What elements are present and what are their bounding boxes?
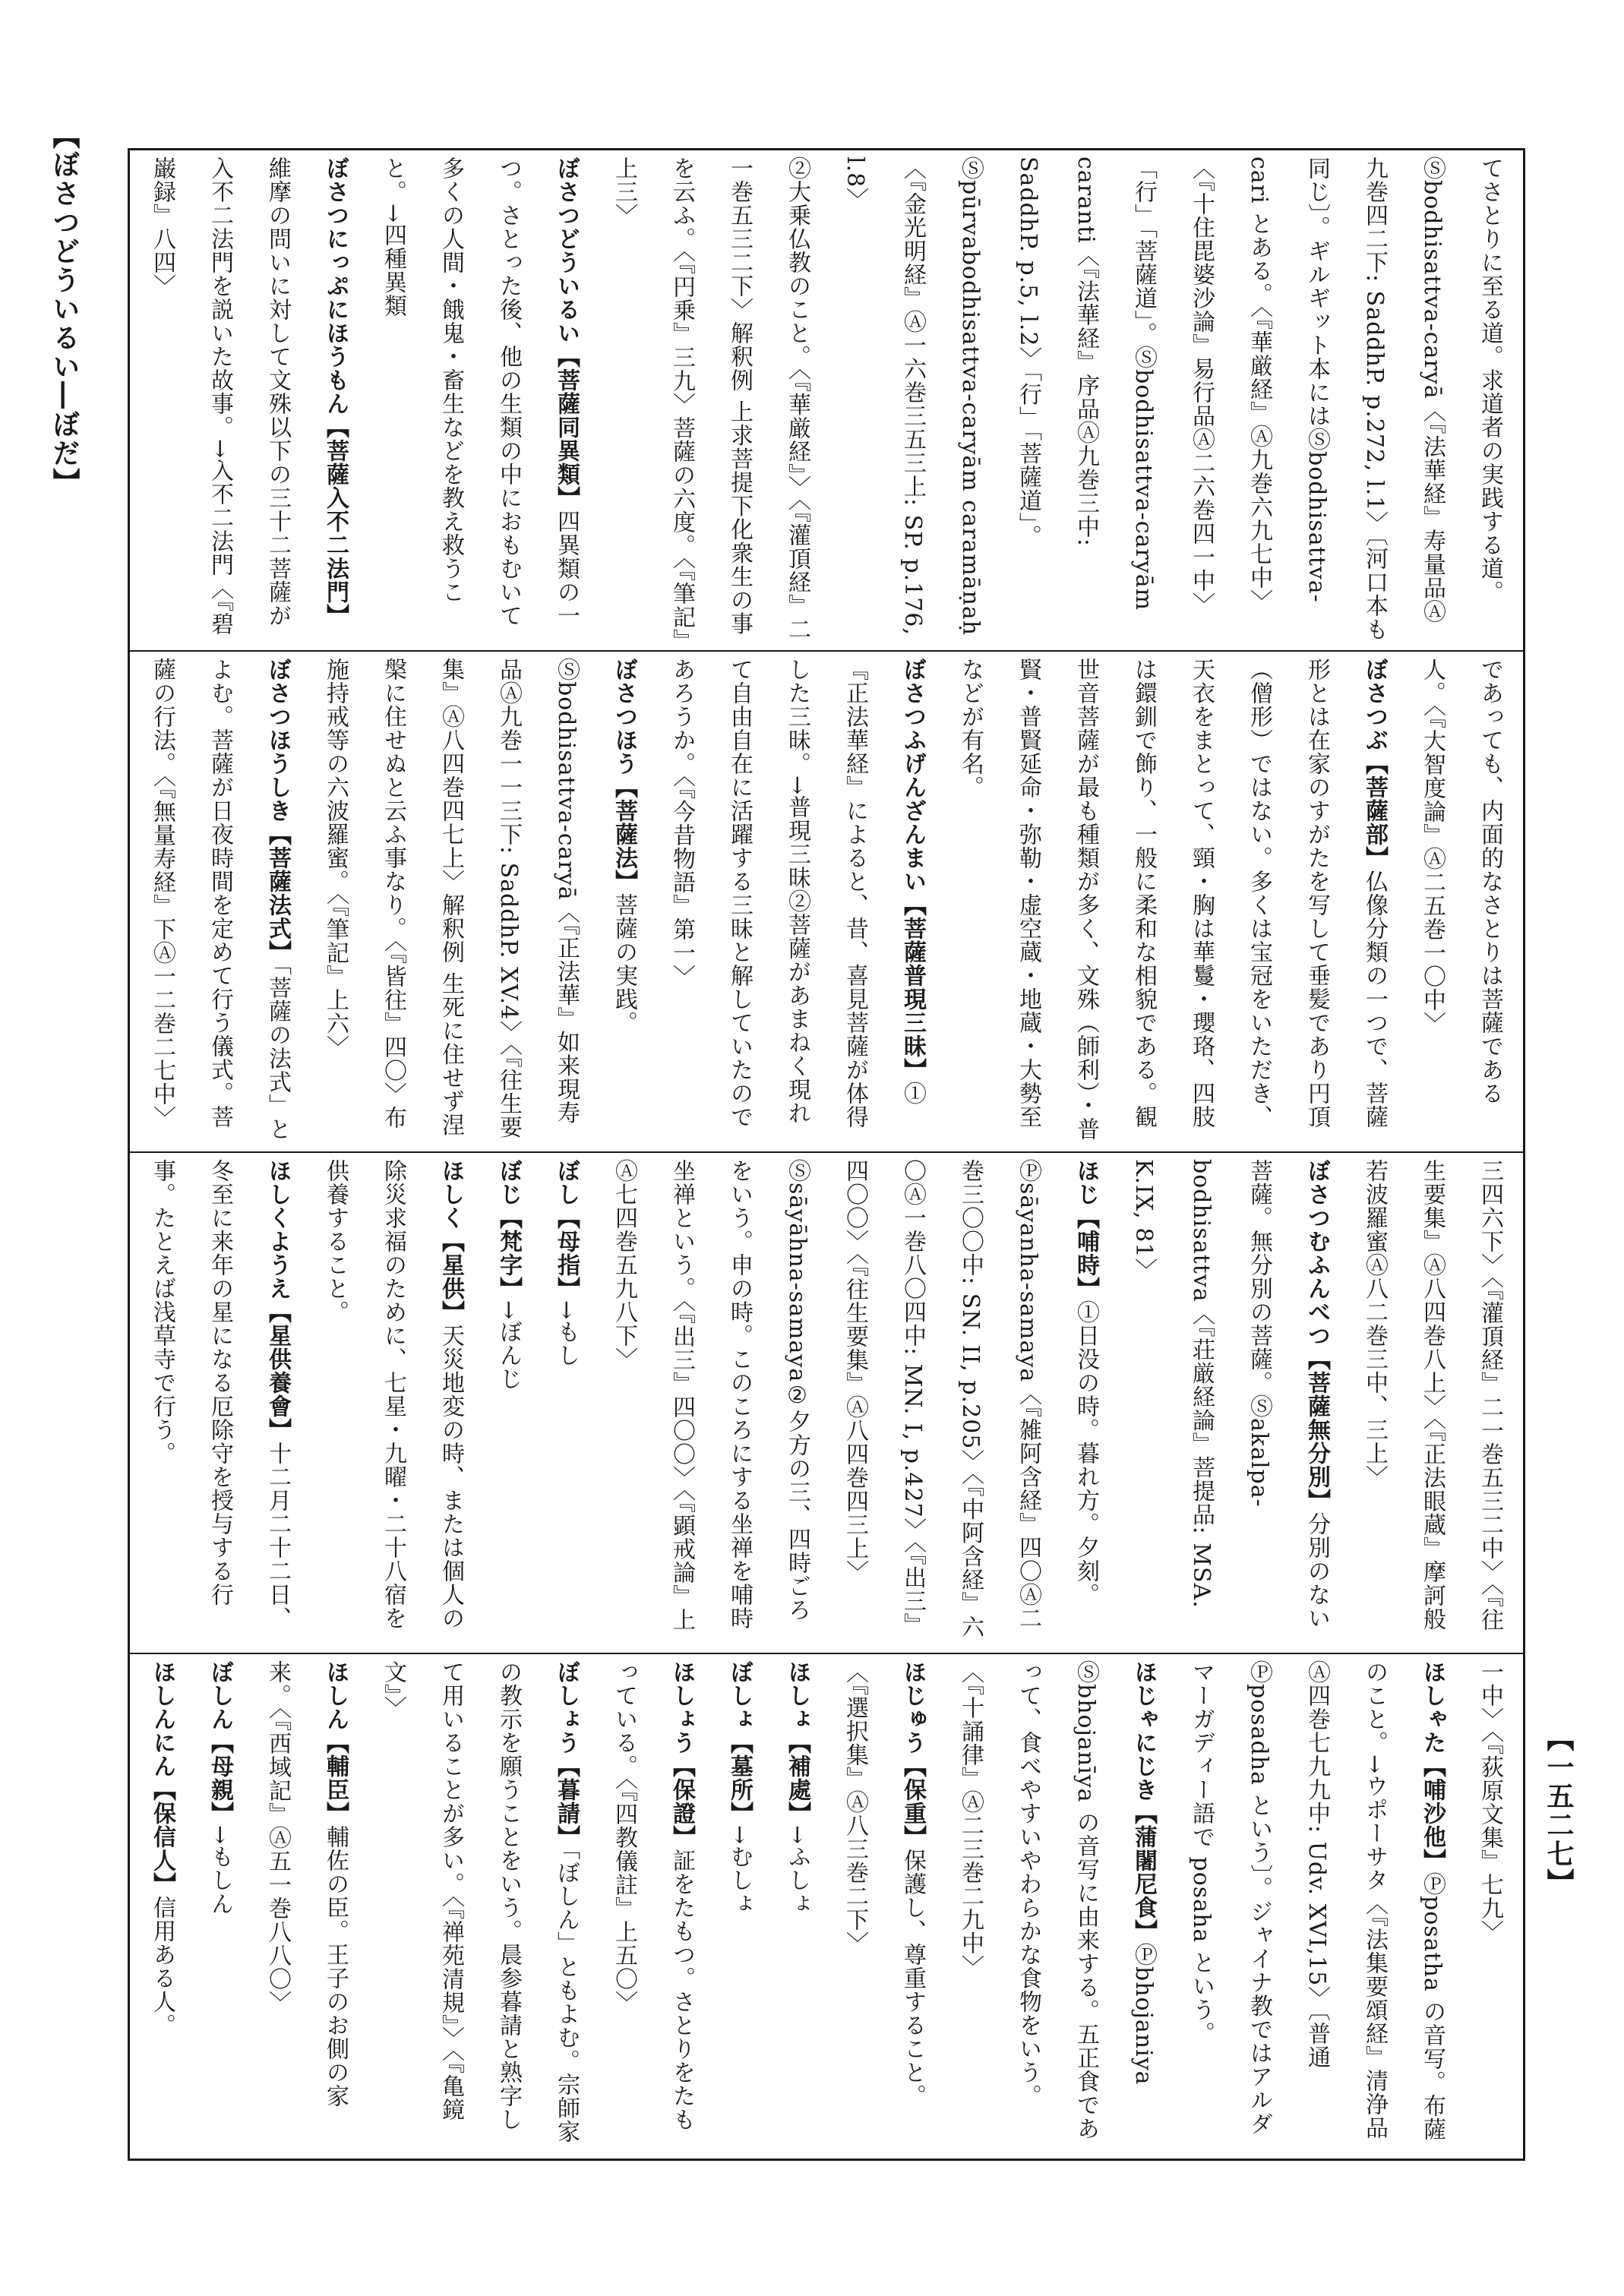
dictionary-entry xyxy=(1172,1660,1461,2152)
entry-definition: 証をたもつ。さとりをたもっている。〈『四教儀註』上五〇〉 xyxy=(611,1660,695,2131)
dictionary-entry xyxy=(537,1159,595,1645)
entry-definition: 維摩の問いに対して文殊以下の三十二菩薩が入不二法門を説いた故事。→入不二法門〈『碧巌録』八四〉 xyxy=(149,156,291,636)
entry-definition: →もし xyxy=(553,1300,580,1368)
entry-headword: ほじゅう【保重】 xyxy=(899,1660,926,1849)
dictionary-entry xyxy=(134,658,306,1144)
entry-definition: 菩薩の実践。Ⓢbodhisattva-caryā〈『正法華』如来現寿品Ⓐ九巻一一三下: SaddhP. XV.4〉〈『往生要集』Ⓐ八四巻四七上〉解釈例 生死に住せず涅槃に住せぬと云ふ事なり。〈『皆往』四〇〉布施持戒等の六波羅蜜。〈『筆記』上六〉 xyxy=(322,658,637,1139)
dictionary-entry xyxy=(248,1660,364,2152)
entry-headword: ほしく【星供】 xyxy=(438,1159,464,1324)
dictionary-page-frame xyxy=(128,148,1525,2161)
entry-headword: ぼし【母指】 xyxy=(553,1159,580,1300)
entry-headword: ぼさつにっぷにほうもん【菩薩入不二法門】 xyxy=(322,156,349,627)
entry-definition: 保護し、尊重すること。〈『選択集』Ⓐ八三巻二下〉 xyxy=(842,1660,926,2108)
entry-headword: ほしくようえ【星供養會】 xyxy=(264,1159,291,1442)
dictionary-entry xyxy=(191,1660,248,2152)
dictionary-entry xyxy=(134,1159,306,1645)
entry-band-2 xyxy=(134,658,1518,1144)
entry-definition: 十二月二十二日、冬至に来年の星になる厄除守を授与する行事。たとえば浅草寺で行う。 xyxy=(149,1159,291,1630)
entry-headword: ぼさつむふんべつ【菩薩無分別】 xyxy=(1303,1159,1330,1512)
dictionary-entry xyxy=(1461,1660,1518,2152)
entry-headword: ほしょう【保證】 xyxy=(668,1660,695,1849)
dictionary-entry xyxy=(652,658,941,1144)
entry-definition: ①『正法華経』によると、昔、喜見菩薩が体得した三昧。→普現三昧②菩薩があまねく現れて自由自在に活躍する三昧と解していたのであろうか。〈『今昔物語』第一〉 xyxy=(668,658,926,1129)
entry-definition: ①日没の時。暮れ方。夕刻。Ⓟsāyanha-samaya〈『雑阿含経』四〇Ⓐ二巻三〇〇中: SN. II, p.205〉〈『中阿含経』六〇Ⓐ一巻八〇四中: MN. I, p.427〉〈『出三』四〇〇〉〈『往生要集』Ⓐ八四巻四三上〉Ⓢsāyāhna-samaya②夕方の三、四時ごろをいう。申の時。このころにする坐禅を哺時坐禅という。〈『出三』四〇〇〉〈『顕戒論』上Ⓐ七四巻五九八下〉 xyxy=(611,1159,1099,1639)
dictionary-entry xyxy=(1114,1159,1345,1645)
dictionary-entry xyxy=(306,658,652,1144)
entry-definition: →ぼんじ xyxy=(495,1300,522,1391)
page-number: 【一五二七】 xyxy=(1543,1724,1575,1897)
dictionary-entry xyxy=(710,1660,768,2152)
dictionary-entry xyxy=(595,1159,1114,1645)
band-divider xyxy=(130,650,1523,652)
entry-headword: ぼさつぶ【菩薩部】 xyxy=(1361,658,1388,870)
entry-headword: ほしょ【補處】 xyxy=(784,1660,810,1825)
dictionary-entry xyxy=(941,1660,1172,2152)
dictionary-entry xyxy=(1345,1159,1518,1645)
entry-headword: ぼさつふげんざんまい【菩薩普現三昧】 xyxy=(899,658,926,1082)
entry-band-4 xyxy=(134,1660,1518,2152)
entry-band-3 xyxy=(134,1159,1518,1645)
dictionary-entry xyxy=(826,1660,941,2152)
entry-definition: 仏像分類の一つで、菩薩形とは在家のすがたを写して垂髪であり円頂（僧形）ではない。多くは宝冠をいただき、天衣をまとって、頸・胸は華鬘・瓔珞、四肢は鐶釧で飾り、一般に柔和な相貌である。観世音菩薩が最も種類が多く、文殊（師利）・普賢・普賢延命・弥勒・虚空蔵・地蔵・大勢至などが有名。 xyxy=(957,658,1388,1141)
entry-definition: 天災地変の時、または個人の除災求福のために、七星・九曜・二十八宿を供養すること。 xyxy=(322,1159,464,1630)
entry-definition: Ⓟposatha の音写。布薩のこと。→ウポーサタ〈『法集要頌経』清浄品Ⓐ四巻七九九中: Udv. XVI,15〉〔普通Ⓟposadha という〕。ジャイナ教ではアルダマーガディー語で posaha という。 xyxy=(1188,1660,1445,2142)
entry-headword: ほしんにん【保信人】 xyxy=(149,1660,175,1896)
entry-definition: →ふしょ xyxy=(784,1825,810,1916)
entry-headword: ぼさつほう【菩薩法】 xyxy=(611,658,637,893)
entry-headword: ぼじ【梵字】 xyxy=(495,1159,522,1300)
entry-definition: 一中〉〈『荻原文集』七九〉 xyxy=(1477,1660,1503,1944)
entry-headword: ぼしょ【墓所】 xyxy=(726,1660,753,1825)
entry-headword: ぼしょう【暮請】 xyxy=(553,1660,580,1849)
entry-definition: ②大乗仏教のこと。〈『華厳経』〉〈『灌頂経』二一巻五三二下〉解釈例 上求菩提下化衆生の事を云ふ。〈『円乗』三九〉菩薩の六度。〈『筆記』上三〉 xyxy=(611,156,810,641)
entry-definition: 輔佐の臣。王子のお側の家来。〈『西域記』Ⓐ五一巻八八〇〉 xyxy=(264,1660,349,2108)
dictionary-entry xyxy=(1403,658,1518,1144)
dictionary-entry xyxy=(826,156,1518,643)
dictionary-entry xyxy=(306,1159,479,1645)
dictionary-entry xyxy=(595,1660,710,2152)
entry-headword: ほじ【哺時】 xyxy=(1073,1159,1099,1300)
dictionary-entry xyxy=(134,156,364,643)
band-divider xyxy=(130,1653,1523,1654)
entry-definition: →もしん xyxy=(207,1825,233,1916)
dictionary-entry xyxy=(595,156,826,643)
entry-definition: であっても、内面的なさとりは菩薩である人。〈『大智度論』Ⓐ二五巻一〇中〉 xyxy=(1419,658,1503,1105)
band-divider xyxy=(130,1151,1523,1153)
entry-headword: ぼさつどういるい【菩薩同異類】 xyxy=(553,156,580,510)
entry-headword: ほしゃた【哺沙他】 xyxy=(1419,1660,1445,1872)
dictionary-entry xyxy=(479,1159,537,1645)
entry-definition: →むしょ xyxy=(726,1825,753,1916)
section-header: 【ぼさつどういるい―ぼだ】 xyxy=(49,122,81,497)
entry-definition: 「ぼしん」ともよむ。宗師家の教示を願うことをいう。晨参暮請と熟字して用いることが多い。〈『禅苑清規』〉〈『亀鏡文』〉 xyxy=(380,1660,580,2143)
dictionary-entry xyxy=(768,1660,826,2152)
dictionary-entry xyxy=(134,1660,191,2152)
dictionary-entry xyxy=(364,1660,595,2152)
entry-band-1 xyxy=(134,156,1518,643)
entry-headword: ほじゃにじき【蒲闍尼食】 xyxy=(1130,1660,1157,1943)
dictionary-entry xyxy=(941,658,1403,1144)
dictionary-entry xyxy=(364,156,595,643)
entry-definition: 三四六下〉〈『灌頂経』二一巻五三二中〉〈『往生要集』Ⓐ八四巻八上〉〈『正法眼蔵』摩訶般若波羅蜜Ⓐ八二巻三中、三上〉 xyxy=(1361,1159,1503,1631)
entry-definition: Ⓟbhojaniya Ⓢbhojanīya の音写に由来する。五正食であって、食べやすいやわらかな食物をいう。〈『十誦律』Ⓐ二三巻二九中〉 xyxy=(957,1660,1157,2141)
entry-definition: 四異類の一つ。さとった後、他の生類の中におもむいて多くの人間・餓鬼・畜生などを教え救うこと。→四種異類 xyxy=(380,156,580,627)
entry-definition: てさとりに至る道。求道者の実践する道。Ⓢbodhisattva-caryā〈『法華経』寿量品Ⓐ九巻四二下: SaddhP. p.272, l.1〉〔河口本も同じ〕。ギルギット本にはⓈbodhisattva-cari とある。〈『華厳経』Ⓐ九巻六九七中〉〈『十住毘婆沙論』易行品Ⓐ二六巻四一中〉「行」「菩薩道」。Ⓢbodhisattva-caryām caranti〈『法華経』序品Ⓐ九巻三中: SaddhP. p.5, l.2〉「行」「菩薩道」。Ⓢpūrvabodhisattva-caryām caramāṇaḥ〈『金光明経』Ⓐ一六巻三五三上: SP. p.176, l.8〉 xyxy=(842,156,1503,642)
entry-definition: 分別のない菩薩。無分別の菩薩。Ⓢakalpa-bodhisattva〈『荘厳経論』菩提品: MSA. K.IX, 81〉 xyxy=(1130,1159,1330,1630)
entry-headword: ほしん【輔臣】 xyxy=(322,1660,349,1825)
entry-definition: 「菩薩の法式」とよむ。菩薩が日夜時間を定めて行う儀式。菩薩の行法。〈『無量寿経』下Ⓐ一二巻二七中〉 xyxy=(149,658,291,1141)
entry-headword: ぼさつほうしき【菩薩法式】 xyxy=(264,658,291,964)
entry-definition: 信用ある人。 xyxy=(149,1896,175,2037)
entry-headword: ぼしん【母親】 xyxy=(207,1660,233,1825)
